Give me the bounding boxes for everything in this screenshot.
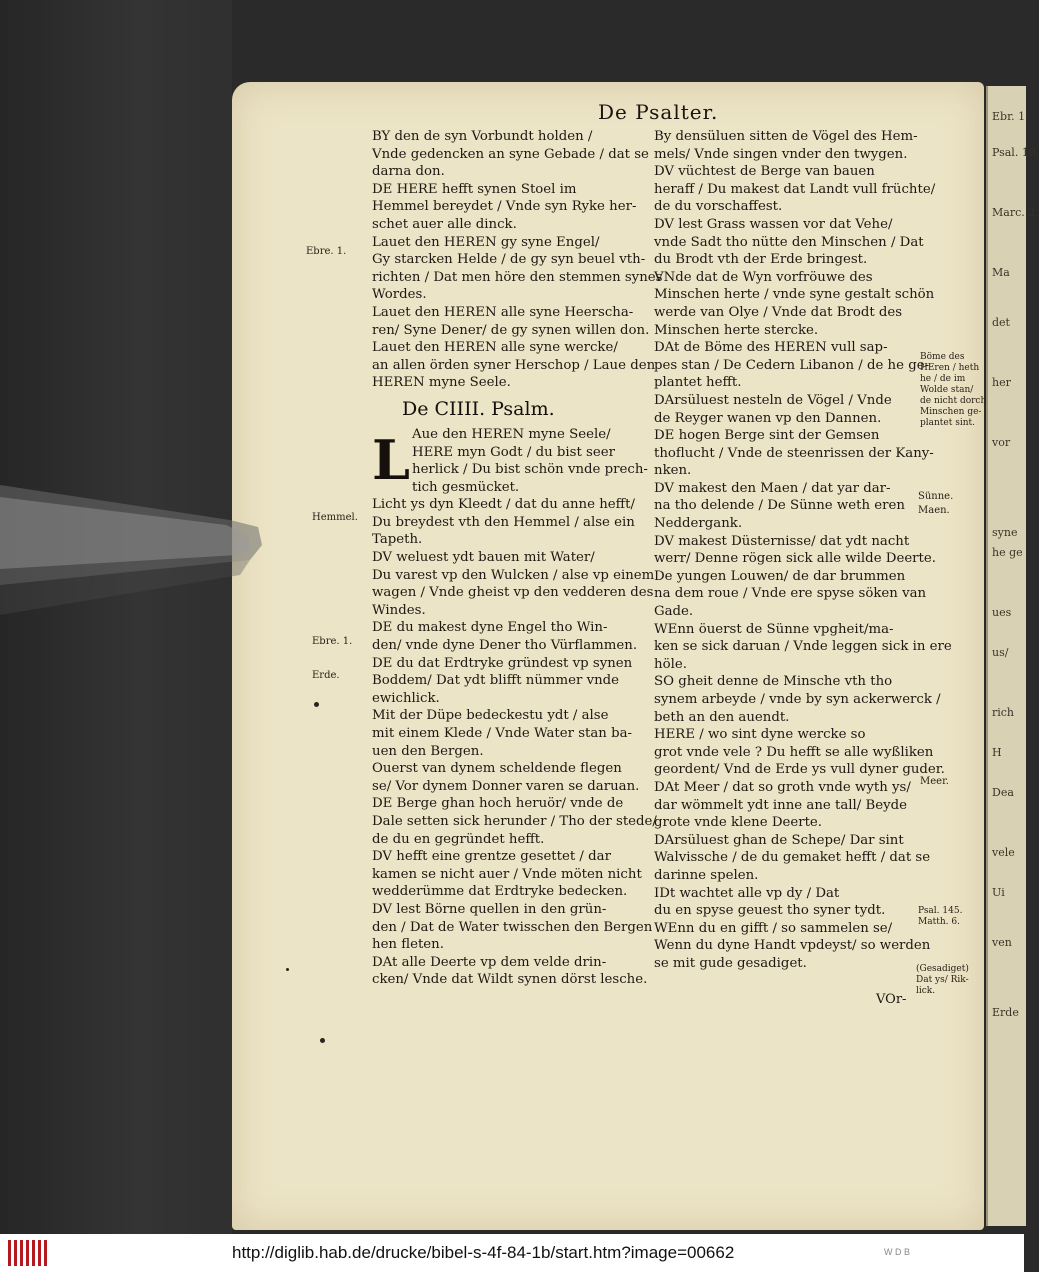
right-column-line: WEnn du en gifft / so sammelen se/ xyxy=(654,920,893,936)
ink-dot xyxy=(314,702,319,707)
side-note-line: Psal. 145. xyxy=(918,906,963,916)
right-column-line: DV vüchtest de Berge van bauen xyxy=(654,164,875,180)
next-page-fragment: Dea xyxy=(992,786,1014,799)
left-column-psalm-line: tich gesmücket. xyxy=(412,479,520,495)
right-column-line: höle. xyxy=(654,656,687,672)
next-page-fragment: us/ xyxy=(992,646,1009,659)
side-note-line: Meer. xyxy=(920,776,949,787)
left-column-psalm-line: Tapeth. xyxy=(372,532,423,548)
ink-dot xyxy=(320,1038,325,1043)
left-column-line: Hemmel bereydet / Vnde syn Ryke her- xyxy=(372,199,637,215)
right-column-line: du en spyse geuest tho syner tydt. xyxy=(654,903,886,919)
source-url-link[interactable]: http://diglib.hab.de/drucke/bibel-s-4f-84-1b/start.htm?image=00662 xyxy=(232,1243,735,1262)
left-column-psalm-line: den / Dat de Water twisschen den Bergen xyxy=(372,919,653,935)
next-page-fragment: Ma xyxy=(992,266,1010,279)
right-column-line: nken. xyxy=(654,463,692,479)
side-note-meer xyxy=(920,776,949,787)
left-column-psalm-line: DV lest Börne quellen in den grün- xyxy=(372,901,607,917)
right-column-line: werde van Olye / Vnde dat Brodt des xyxy=(654,304,903,320)
side-note-boeme xyxy=(920,352,986,429)
side-note-psal xyxy=(918,906,962,928)
right-column-line: By densüluen sitten de Vögel des Hem- xyxy=(654,129,918,144)
right-column-line: DV lest Grass wassen vor dat Vehe/ xyxy=(654,216,893,232)
left-column-psalm-line: mit einem Klede / Vnde Water stan ba- xyxy=(372,726,633,741)
left-column-psalm-line: herlick / Du bist schön vnde prech- xyxy=(412,462,648,478)
right-column-line: beth an den auendt. xyxy=(654,709,790,725)
left-column-psalm-line: Mit der Düpe bedeckestu ydt / alse xyxy=(372,708,609,724)
right-column-line: De yungen Louwen/ de dar brummen xyxy=(654,568,906,584)
next-page-fragment: det xyxy=(992,316,1010,329)
left-column-psalm-line: se/ Vor dynem Donner varen se daruan. xyxy=(372,778,640,794)
side-note-line: plantet sint. xyxy=(920,418,975,428)
left-column-psalm-line: Du breydest vth den Hemmel / alse ein xyxy=(372,514,635,530)
next-page-fragment: syne xyxy=(992,526,1018,539)
right-column-line: grot vnde vele ? Du hefft se alle wyßliken xyxy=(654,744,934,760)
right-column-line: geordent/ Vnd de Erde ys vull dyner guder. xyxy=(654,762,945,778)
margin-note-hemmel: Hemmel. xyxy=(312,512,358,523)
left-column-psalm-line: uen den Bergen. xyxy=(372,743,484,759)
right-column-line: synem arbeyde / vnde by syn ackerwerck / xyxy=(654,692,941,707)
footer-bar xyxy=(0,1234,1024,1272)
side-note-line: lick. xyxy=(916,986,936,996)
left-column-line: Lauet den HEREN alle syne wercke/ xyxy=(372,340,618,356)
right-column-line: vnde Sadt tho nütte den Minschen / Dat xyxy=(654,234,924,250)
left-column-psalm-line: DAt alle Deerte vp dem velde drin- xyxy=(372,954,607,970)
right-column-line: pes stan / De Cedern Libanon / de he ge- xyxy=(654,357,930,373)
left-column-psalm-line: Boddem/ Dat ydt blifft nümmer vnde xyxy=(372,673,620,689)
right-column-line: DAt de Böme des HEREN vull sap- xyxy=(654,340,888,356)
left-column-psalm-line: Du varest vp den Wulcken / alse vp einem xyxy=(372,567,655,583)
left-column-line: schet auer alle dinck. xyxy=(372,216,517,232)
right-column-line: heraff / Du makest dat Landt vull früchte/ xyxy=(654,181,936,197)
right-column-line: de du vorschaffest. xyxy=(654,199,783,215)
left-column-line: Gy starcken Helde / de gy syn beuel vth- xyxy=(372,252,646,268)
scanner-background xyxy=(0,0,232,1234)
next-page-fragment: ven xyxy=(992,936,1012,949)
psalm-heading: De CIIII. Psalm. xyxy=(402,397,555,420)
right-column-line: DAt Meer / dat so groth vnde wyth ys/ xyxy=(654,779,911,795)
side-note-line: (Gesadiget) xyxy=(916,964,969,974)
left-column-psalm-line: Licht ys dyn Kleedt / dat du anne hefft/ xyxy=(372,497,635,513)
next-page-fragment: he ge xyxy=(992,546,1023,559)
left-column-psalm-line: den/ vnde dyne Dener tho Vürflammen. xyxy=(372,638,638,654)
left-column-psalm-line: de du en gegründet hefft. xyxy=(372,831,545,847)
right-column-line: IDt wachtet alle vp dy / Dat xyxy=(654,885,840,901)
right-column-line: DV makest den Maen / dat yar dar- xyxy=(654,480,891,496)
right-column-line: na tho delende / De Sünne weth eren xyxy=(654,498,905,514)
right-column-line: Neddergank. xyxy=(654,516,743,532)
right-column-line: HERE / wo sint dyne wercke so xyxy=(654,727,866,743)
right-column-line: DArsüluest ghan de Schepe/ Dar sint xyxy=(654,832,904,848)
left-column-psalm-line: DV hefft eine grentze gesettet / dar xyxy=(372,849,611,865)
side-note-line: Matth. 6. xyxy=(918,917,960,927)
right-column-line: darinne spelen. xyxy=(654,867,759,883)
left-column-line: darna don. xyxy=(372,164,445,180)
right-column-line: DV makest Düsternisse/ dat ydt nacht xyxy=(654,533,910,549)
left-column-psalm-line: kamen se nicht auer / Vnde möten nicht xyxy=(372,866,642,882)
next-page-fragment: vele xyxy=(992,846,1015,859)
next-page-fragment: her xyxy=(992,376,1011,389)
right-column-line: thoflucht / Vnde de steenrissen der Kany- xyxy=(654,445,934,461)
left-column-psalm-line: DV weluest ydt bauen mit Water/ xyxy=(372,550,595,566)
left-column-line: Wordes. xyxy=(372,287,427,303)
right-column-line: Walvissche / de du gemaket hefft / dat se xyxy=(654,850,931,866)
left-column-psalm-line: HERE myn Godt / du bist seer xyxy=(412,444,615,460)
side-note-line: he / de im xyxy=(920,374,966,384)
right-column-line: mels/ Vnde singen vnder den twygen. xyxy=(654,146,908,162)
left-column-line: Lauet den HEREN alle syne Heerscha- xyxy=(372,304,634,320)
right-column-line: plantet hefft. xyxy=(654,375,742,391)
right-column-line: se mit gude gesadiget. xyxy=(654,955,807,971)
side-note-gesadiget xyxy=(916,964,969,997)
left-column-psalm-line: Aue den HEREN myne Seele/ xyxy=(412,426,611,442)
left-text-column xyxy=(372,128,663,989)
right-column-line: DE hogen Berge sint der Gemsen xyxy=(654,428,880,444)
footer-tag: W D B xyxy=(884,1247,910,1257)
left-column-psalm-line: wagen / Vnde gheist vp den vedderen des xyxy=(372,585,654,601)
margin-note-ebre-1: Ebre. 1. xyxy=(306,246,347,257)
next-page-fragment: vor xyxy=(992,436,1011,449)
right-column-line: DArsüluest nesteln de Vögel / Vnde xyxy=(654,392,892,408)
left-column-line: HEREN myne Seele. xyxy=(372,375,511,391)
side-note-line: Böme des xyxy=(920,352,965,362)
next-page-fragment: Psal. 10. xyxy=(992,146,1039,159)
side-note-line: Wolde stan/ xyxy=(920,385,974,395)
side-note-line: HEren / heth xyxy=(920,363,980,373)
library-logo-icon xyxy=(8,1240,48,1266)
left-column-line: DE HERE hefft synen Stoel im xyxy=(372,181,577,197)
next-page-edge xyxy=(986,86,1039,1226)
margin-note-erde: Erde. xyxy=(312,670,340,681)
right-column-line: grote vnde klene Deerte. xyxy=(654,815,823,831)
right-column-line: VNde dat de Wyn vorfröuwe des xyxy=(654,269,873,285)
right-column-line: Wenn du dyne Handt vpdeyst/ so werden xyxy=(654,938,931,954)
right-column-line: werr/ Denne rögen sick alle wilde Deerte. xyxy=(654,551,936,567)
right-column-line: ken se sick daruan / Vnde leggen sick in ere xyxy=(654,639,952,655)
side-note-line: Dat ys/ Rik- xyxy=(916,975,969,985)
next-page-fragment: H xyxy=(992,746,1002,759)
left-column-psalm-line: hen fleten. xyxy=(372,937,444,953)
left-column-psalm-line: DE Berge ghan hoch heruör/ vnde de xyxy=(372,796,624,812)
next-page-fragment: Ui xyxy=(992,886,1005,899)
right-column-line: de Reyger wanen vp den Dannen. xyxy=(654,410,882,426)
running-head: De Psalter. xyxy=(598,100,719,124)
left-column-line: Lauet den HEREN gy syne Engel/ xyxy=(372,234,600,250)
ink-dot xyxy=(286,968,289,971)
right-column-line: SO gheit denne de Minsche vth tho xyxy=(654,674,893,690)
right-column-line: Minschen herte stercke. xyxy=(654,322,819,338)
side-note-line: Sünne. xyxy=(918,491,954,502)
margin-note-ebre-1b: Ebre. 1. xyxy=(312,636,353,647)
left-column-line: richten / Dat men höre den stemmen synes xyxy=(372,269,663,285)
left-column-psalm-line: cken/ Vnde dat Wildt synen dörst lesche. xyxy=(372,972,648,988)
right-column-line: dar wömmelt ydt inne ane tall/ Beyde xyxy=(654,797,907,813)
catchword: VOr- xyxy=(876,992,907,1007)
left-column-line: Vnde gedencken an syne Gebade / dat se xyxy=(372,146,649,162)
left-column-line: ren/ Syne Dener/ de gy synen willen don. xyxy=(372,322,650,338)
left-column-psalm-line: DE du makest dyne Engel tho Win- xyxy=(372,620,608,636)
side-note-suenne xyxy=(918,490,953,518)
side-note-line: de nicht dorch xyxy=(920,396,987,406)
left-column-psalm-line: Dale setten sick herunder / Tho der stede/ xyxy=(372,813,657,829)
next-page-fragment: rich xyxy=(992,706,1015,719)
decorated-initial: L xyxy=(372,428,410,492)
left-column-psalm-line: ewichlick. xyxy=(372,690,440,706)
left-column-psalm-line: wedderümme dat Erdtryke bedecken. xyxy=(372,884,628,900)
next-page-fragment: ues xyxy=(992,606,1012,619)
side-note-line: Maen. xyxy=(918,505,950,516)
right-column-line: du Brodt vth der Erde bringest. xyxy=(654,252,868,268)
left-column-psalm-line: Ouerst van dynem scheldende flegen xyxy=(372,761,622,777)
right-column-line: WEnn öuerst de Sünne vpgheit/ma- xyxy=(654,621,894,637)
left-column-psalm-line: Windes. xyxy=(372,602,426,618)
next-page-fragment: Marc. 2. xyxy=(992,206,1039,219)
left-column-psalm-line: DE du dat Erdtryke gründest vp synen xyxy=(372,655,633,671)
side-note-line: Minschen ge- xyxy=(920,407,982,417)
right-column-line: Gade. xyxy=(654,604,694,620)
left-column-line: an allen örden syner Herschop / Laue den xyxy=(372,357,656,373)
left-column-line: BY den de syn Vorbundt holden / xyxy=(372,129,593,144)
next-page-fragment: Erde xyxy=(992,1006,1019,1019)
right-column-line: na dem roue / Vnde ere spyse söken van xyxy=(654,586,927,602)
next-page-fragment: Ebr. 1. xyxy=(992,110,1029,123)
right-column-line: Minschen herte / vnde syne gestalt schön xyxy=(654,287,935,303)
